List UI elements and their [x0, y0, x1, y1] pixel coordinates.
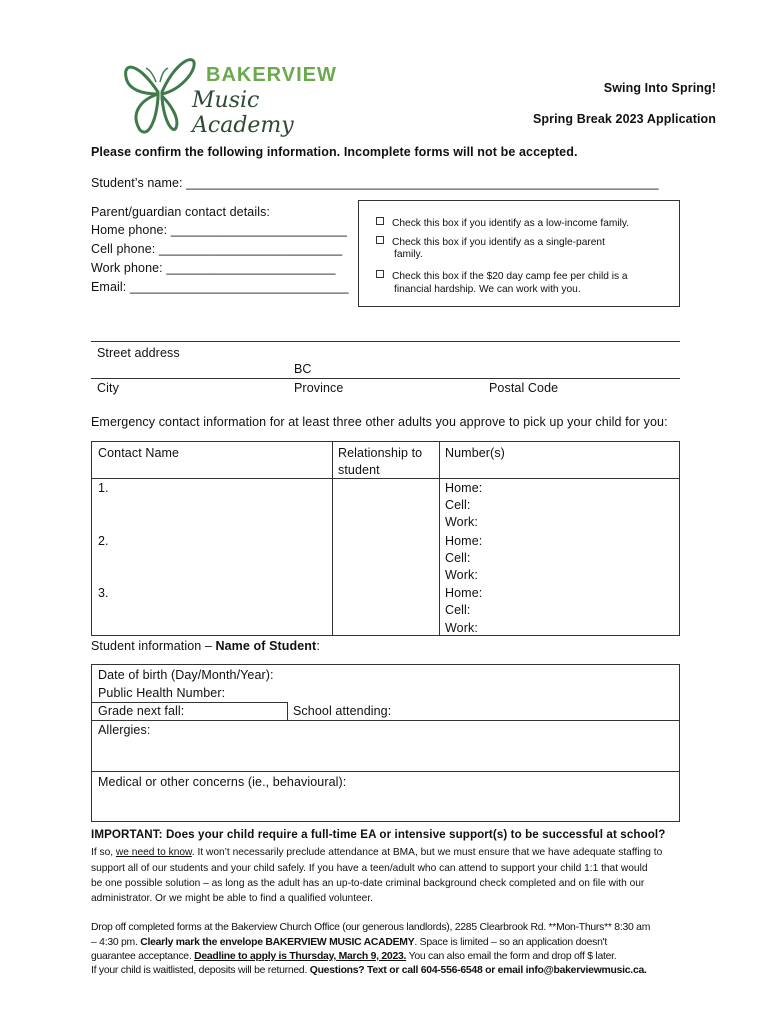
work-label: Work: — [445, 515, 478, 529]
grade-field[interactable]: Grade next fall: — [98, 704, 185, 718]
city-label: City — [97, 381, 119, 395]
fee-hardship-label-cont: financial hardship. We can work with you. — [394, 284, 581, 295]
emergency-table — [91, 441, 680, 636]
dropoff-text-2: – 4:30 pm. Clearly mark the envelope BAKERVIEW MUSIC ACADEMY. Space is limited – so an application doesn't — [91, 937, 608, 948]
contact-info[interactable]: Questions? Text or call 604-556-6548 or email info@bakerviewmusic.ca. — [309, 965, 647, 976]
street-address-line[interactable] — [91, 341, 680, 342]
contact-heading: Parent/guardian contact details: — [91, 205, 271, 219]
email-field[interactable]: Email: _______________________________ — [91, 280, 349, 294]
postal-code-label: Postal Code — [489, 381, 559, 395]
table-row: 3. — [98, 586, 109, 600]
checkbox-icon[interactable] — [376, 236, 384, 244]
province-label: Province — [294, 381, 344, 395]
col-relationship-2: student — [338, 463, 380, 477]
health-number-field[interactable]: Public Health Number: — [98, 686, 226, 700]
cell-label: Cell: — [445, 551, 471, 565]
logo-subname: Music Academy — [192, 88, 294, 138]
single-parent-checkbox[interactable] — [376, 232, 605, 250]
important-text-1: If so, we need to know. It won’t necessarily preclude attendance at BMA, but we must ensure that we have adequate staffing to — [91, 847, 663, 858]
table-row: 1. — [98, 481, 109, 495]
province-value: BC — [294, 362, 312, 376]
allergies-field[interactable]: Allergies: — [98, 723, 151, 737]
work-label: Work: — [445, 568, 478, 582]
street-address-label: Street address — [97, 346, 180, 360]
fee-hardship-label: Check this box if the $20 day camp fee per child is a — [392, 271, 628, 282]
fee-hardship-checkbox[interactable] — [376, 266, 628, 284]
home-label: Home: — [445, 481, 483, 495]
single-parent-label-cont: family. — [394, 249, 423, 260]
single-parent-label: Check this box if you identify as a single-parent — [392, 237, 605, 248]
academy-logo — [118, 52, 358, 142]
logo-name: BAKERVIEW — [206, 64, 337, 86]
low-income-label: Check this box if you identify as a low-income family. — [392, 218, 630, 229]
col-contact-name: Contact Name — [98, 446, 180, 460]
dropoff-text-3: guarantee acceptance. Deadline to apply is Thursday, March 9, 2023. You can also email the form and drop off $ later. — [91, 951, 617, 962]
dob-field[interactable]: Date of birth (Day/Month/Year): — [98, 668, 274, 682]
form-title: Swing Into Spring! — [603, 81, 716, 95]
important-text-3: be one possible solution – as long as the adult has an up-to-date criminal background check completed and on file with our — [91, 878, 645, 889]
cell-phone-field[interactable]: Cell phone: __________________________ — [91, 242, 343, 256]
dropoff-text-4: If your child is waitlisted, deposits will be returned. Questions? Text or call 604-556-6548 or email info@bakerviewmusic.ca. — [91, 965, 647, 976]
cell-label: Cell: — [445, 498, 471, 512]
home-phone-field[interactable]: Home phone: _________________________ — [91, 223, 348, 237]
butterfly-icon — [118, 52, 198, 137]
important-text-2: support all of our students and your child safely. If you have a teen/adult who can attend to support your child 1:1 that would — [91, 863, 648, 874]
medical-field[interactable]: Medical or other concerns (ie., behavioural): — [98, 775, 347, 789]
dropoff-text-1: Drop off completed forms at the Bakerview Church Office (our generous landlords), 2285 Clearbrook Rd. **Mon-Thurs** 8:30 am — [91, 922, 651, 933]
intro-text: Please confirm the following information. Incomplete forms will not be accepted. — [91, 145, 578, 159]
col-relationship: Relationship to — [338, 446, 423, 460]
school-field[interactable]: School attending: — [293, 704, 392, 718]
checkbox-icon[interactable] — [376, 270, 384, 278]
table-row: 2. — [98, 534, 109, 548]
form-subtitle: Spring Break 2023 Application — [532, 112, 716, 126]
col-numbers: Number(s) — [445, 446, 505, 460]
student-name-field[interactable]: Student’s name: ___________________________________________________________________ — [91, 176, 659, 190]
important-text-4: administrator. Or we might be able to find a qualified volunteer. — [91, 893, 374, 904]
work-phone-field[interactable]: Work phone: ________________________ — [91, 261, 336, 275]
home-label: Home: — [445, 534, 483, 548]
city-line[interactable] — [91, 378, 680, 379]
work-label: Work: — [445, 621, 478, 635]
student-info-heading: Student information – Name of Student: — [91, 639, 320, 653]
checkbox-icon[interactable] — [376, 217, 384, 225]
important-heading: IMPORTANT: Does your child require a full-time EA or intensive support(s) to be successful at school? — [91, 828, 666, 841]
home-label: Home: — [445, 586, 483, 600]
cell-label: Cell: — [445, 603, 471, 617]
emergency-intro: Emergency contact information for at least three other adults you approve to pick up your child for you: — [91, 415, 668, 429]
low-income-checkbox[interactable] — [376, 213, 629, 231]
